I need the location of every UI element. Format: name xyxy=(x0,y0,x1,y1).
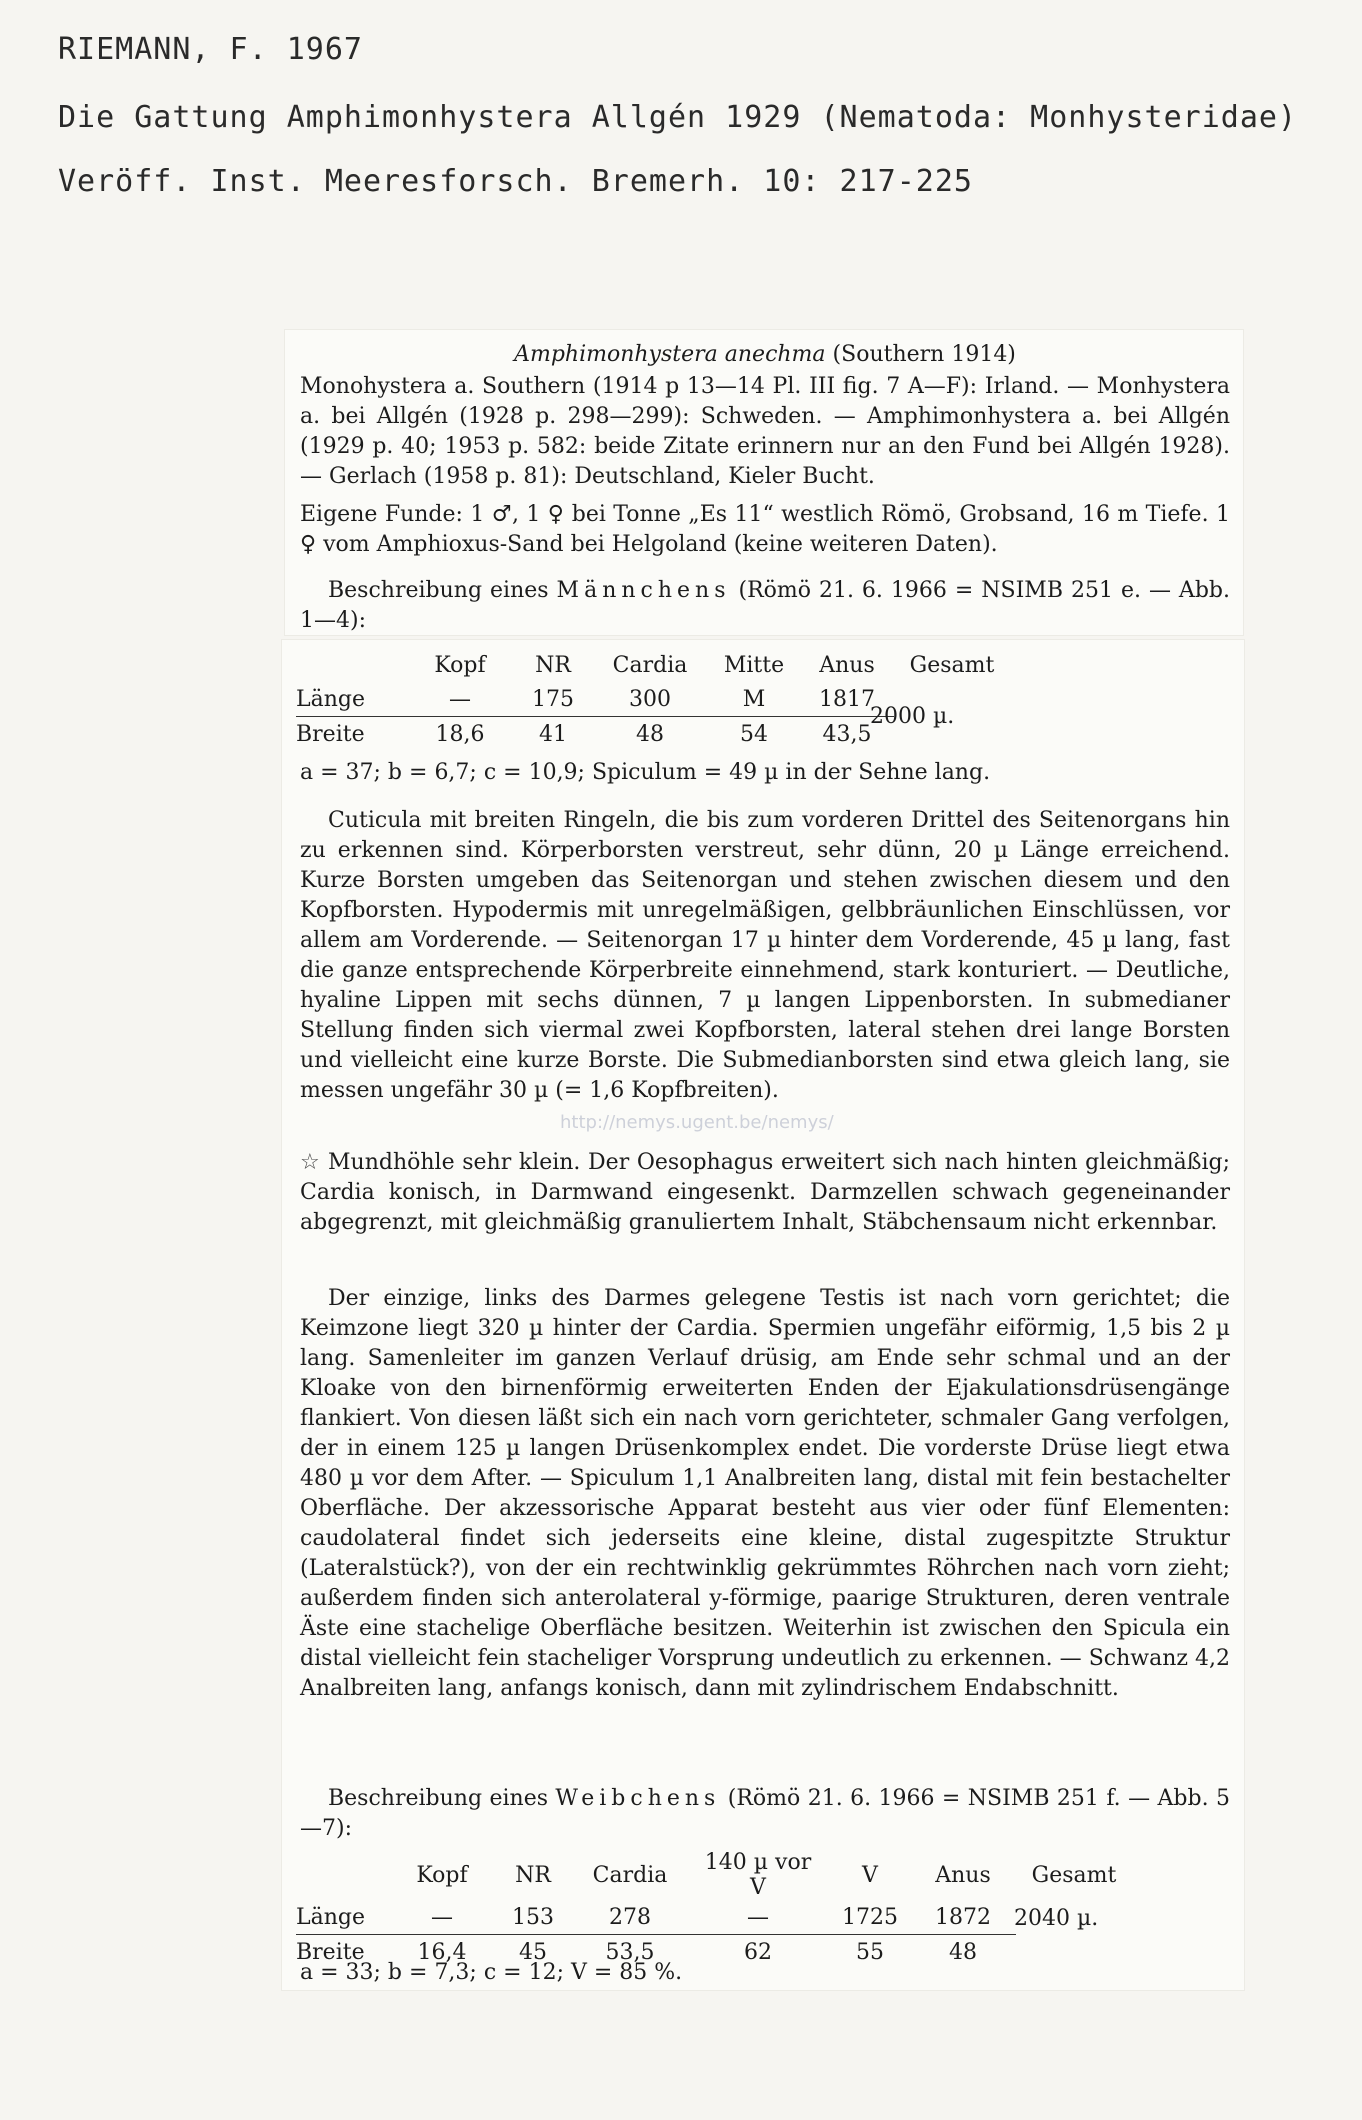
female-heading-source: (Römö 21. 6. 1966 = NSIMB 251 f. — Abb. 5—7): xyxy=(300,1786,1230,1841)
female-description-heading xyxy=(300,1784,1230,1844)
table-cell: 43,5 xyxy=(822,721,872,747)
female-total-length: 2040 µ. xyxy=(1014,1906,1099,1931)
species-authority: (Southern 1914) xyxy=(832,342,1016,367)
species-title xyxy=(300,340,1230,370)
table-cell: 62 xyxy=(744,1939,772,1965)
table-header: V xyxy=(862,1862,878,1888)
table-cell: 1725 xyxy=(830,1900,910,1935)
table-header: Mitte xyxy=(723,652,785,678)
table-cell: 41 xyxy=(539,721,567,747)
table-header-row xyxy=(296,1850,1132,1900)
table-cell: 153 xyxy=(492,1900,574,1935)
table-cell: — xyxy=(686,1900,830,1935)
table-header: Cardia xyxy=(592,1862,668,1888)
table-header: Anus xyxy=(935,1862,991,1888)
male-heading-word: Männchens xyxy=(556,578,731,603)
table-cell: 48 xyxy=(949,1939,977,1965)
star-annotation-icon: ☆ xyxy=(300,1150,320,1175)
male-heading-source: (Römö 21. 6. 1966 = NSIMB 251 e. — Abb. 1—4): xyxy=(300,578,1230,633)
citation-title: Die Gattung Amphimonhystera Allgén 1929 (Nematoda: Monhysteridae) xyxy=(58,100,1297,135)
table-cell: 53,5 xyxy=(605,1939,655,1965)
table-cell: Länge xyxy=(296,1900,392,1935)
table-cell: 175 xyxy=(514,682,592,717)
table-header: Gesamt xyxy=(1031,1862,1117,1888)
synonymy-paragraph: Monohystera a. Southern (1914 p 13—14 Pl. III fig. 7 A—F): Irland. — Monhystera a. bei Allgén (1928 p. 298—299): Schweden. — Amphimonhystera a. bei Allgén (1929 p. 40; 1953 p. 582: beide Zitate erinnern nur an den Fund bei Allgén 1928). — Gerlach (1958 p. 81): Deutschland, Kieler Bucht. xyxy=(300,374,1230,489)
table-header: Kopf xyxy=(416,1862,468,1888)
table-cell: Länge xyxy=(296,682,406,717)
citation-journal: Veröff. Inst. Meeresforsch. Bremerh. 10: 217-225 xyxy=(58,164,973,199)
table-header-row xyxy=(296,648,1010,682)
citation-author-year: RIEMANN, F. 1967 xyxy=(58,32,363,67)
table-cell: 48 xyxy=(636,721,664,747)
female-ratios: a = 33; b = 7,3; c = 12; V = 85 %. xyxy=(300,1960,683,1985)
male-measurement-table xyxy=(296,648,1010,751)
table-row xyxy=(296,1900,1132,1935)
species-name: Amphimonhystera anechma xyxy=(514,342,826,367)
table-header: Kopf xyxy=(434,652,486,678)
table-header: 140 µ vor V xyxy=(704,1850,812,1900)
male-total-length: 2000 µ. xyxy=(870,704,955,729)
male-ratios: a = 37; b = 6,7; c = 10,9; Spiculum = 49 µ in der Sehne lang. xyxy=(300,760,991,785)
table-cell: — xyxy=(406,682,514,717)
table-cell: 278 xyxy=(574,1900,686,1935)
female-heading-prefix: Beschreibung eines xyxy=(328,1786,548,1811)
table-cell: 55 xyxy=(856,1939,884,1965)
male-paragraph-mundhoehle: Mundhöhle sehr klein. Der Oesophagus erweitert sich nach hinten gleichmäßig; Cardia konisch, in Darmwand eingesenkt. Darmzellen schwach gegeneinander abgegrenzt, mit gleichmäßig granuliertem Inhalt, Stäbchensaum nicht erkennbar. xyxy=(300,1150,1230,1235)
male-description-heading xyxy=(300,576,1230,636)
male-paragraph-testis: Der einzige, links des Darmes gelegene Testis ist nach vorn gerichtet; die Keimzone liegt 320 µ hinter der Cardia. Spermien ungefähr eiförmig, 1,5 bis 2 µ lang. Samenleiter im ganzen Verlauf drüsig, am Ende sehr schmal und an der Kloake von den birnenförmig erweiterten Enden der Ejakulationsdrüsengänge flankiert. Von diesen läßt sich ein nach vorn gerichteter, schmaler Gang verfolgen, der in einem 125 µ langen Drüsenkomplex endet. Die vorderste Drüse liegt etwa 480 µ vor dem After. — Spiculum 1,1 Analbreiten lang, distal mit fein bestachelter Oberfläche. Der akzessorische Apparat besteht aus vier oder fünf Elementen: caudolateral findet sich jederseits eine kleine, distal zugespitzte Struktur (Lateralstück?), von der ein rechtwinklig gekrümmtes Röhrchen nach vorn zieht; außerdem finden sich anterolateral y-förmige, paarige Strukturen, deren ventrale Äste eine stachelige Oberfläche besitzen. Weiterhin ist zwischen den Spicula ein distal vielleicht fein stacheliger Vorsprung undeutlich zu erkennen. — Schwanz 4,2 Analbreiten lang, anfangs konisch, dann mit zylindrischem Endabschnitt. xyxy=(300,1286,1230,1701)
male-paragraph-cuticula: Cuticula mit breiten Ringeln, die bis zum vorderen Drittel des Seitenorgans hin zu erkennen sind. Körperborsten verstreut, sehr dünn, 20 µ Länge erreichend. Kurze Borsten umgeben das Seitenorgan und stehen zwischen diesem und den Kopfborsten. Hypodermis mit unregelmäßigen, gelbbräunlichen Einschlüssen, vor allem am Vorderende. — Seitenorgan 17 µ hinter dem Vorderende, 45 µ lang, fast die ganze entsprechende Körperbreite einnehmend, stark konturiert. — Deutliche, hyaline Lippen mit sechs dünnen, 7 µ langen Lippenborsten. In submedianer Stellung finden sich viermal zwei Kopfborsten, lateral stehen drei lange Borsten und vielleicht eine kurze Borste. Die Submedianborsten sind etwa gleich lang, sie messen ungefähr 30 µ (= 1,6 Kopfbreiten). xyxy=(300,808,1230,1103)
table-cell: M xyxy=(708,682,800,717)
table-header: Gesamt xyxy=(909,652,995,678)
table-header: Anus xyxy=(819,652,875,678)
table-cell: — xyxy=(392,1900,492,1935)
table-cell: Breite xyxy=(296,721,365,747)
table-cell: 45 xyxy=(519,1939,547,1965)
table-cell: 18,6 xyxy=(435,721,485,747)
female-heading-word: Weibchens xyxy=(555,1786,721,1811)
table-header: NR xyxy=(535,652,571,678)
table-cell: Breite xyxy=(296,1939,365,1965)
table-cell: 1872 xyxy=(910,1900,1016,1935)
table-cell: 300 xyxy=(592,682,708,717)
table-cell: 16,4 xyxy=(417,1939,467,1965)
female-measurement-table xyxy=(296,1850,1132,1969)
table-cell: 1817 xyxy=(800,682,894,717)
male-heading-prefix: Beschreibung eines xyxy=(328,578,549,603)
watermark: http://nemys.ugent.be/nemys/ xyxy=(560,1112,834,1133)
table-header: NR xyxy=(515,1862,551,1888)
table-cell: 54 xyxy=(740,721,768,747)
table-header: Cardia xyxy=(612,652,688,678)
own-findings-paragraph: Eigene Funde: 1 ♂, 1 ♀ bei Tonne „Es 11“ westlich Römö, Grobsand, 16 m Tiefe. 1 ♀ vom Amphioxus-Sand bei Helgoland (keine weiteren Daten). xyxy=(300,502,1230,557)
